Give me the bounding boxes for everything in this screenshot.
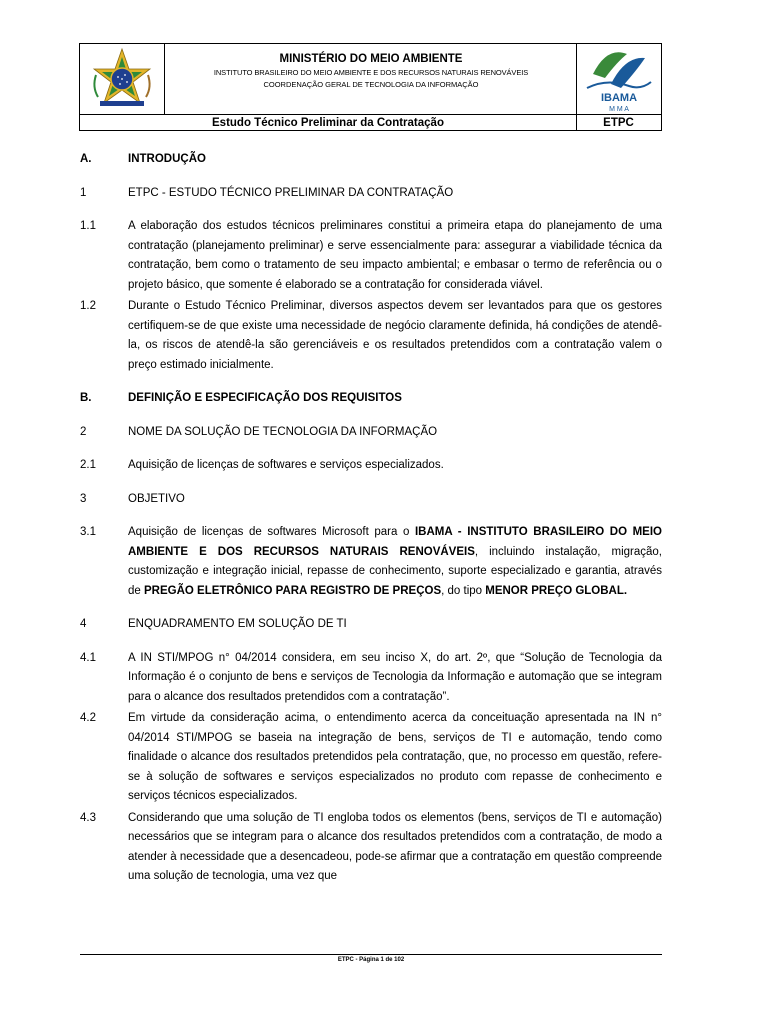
text-run: , do tipo [441,584,486,597]
footer-divider [80,954,662,955]
ibama-logo-icon [577,44,662,114]
text-run: , incluindo instalação, migração, customização e integração inicial, repasse de conhecimento, suporte especializado e garantia, através de [128,545,663,597]
paragraph-text: Aquisição de licenças de softwares e serviços especializados. [128,459,444,471]
section-title: ENQUADRAMENTO EM SOLUÇÃO DE TI [128,618,347,630]
section-title: INTRODUÇÃO [128,153,206,165]
section-1-heading [80,184,662,204]
paragraph-4-1 [80,649,662,708]
ibama-logo-text: IBAMA [600,92,638,104]
section-number: A. [80,153,92,165]
section-number: B. [80,392,92,404]
price-type-bold: MENOR PREÇO GLOBAL. [485,584,628,597]
institution-name-bold: IBAMA - INSTITUTO BRASILEIRO DO MEIO AMBIENTE E DOS RECURSOS NATURAIS RENOVÁVEIS [128,526,662,558]
section-2-heading [80,423,662,443]
procurement-type-bold: PREGÃO ELETRÔNICO PARA REGISTRO DE PREÇOS [144,584,442,597]
section-number: 1 [80,186,87,199]
ministry-title: MINISTÉRIO DO MEIO AMBIENTE [279,53,463,65]
paragraph-number: 1.1 [80,220,96,232]
header-row-2 [80,114,661,131]
section-b-heading [80,389,662,409]
text-run: Aquisição de licenças de softwares Microsoft para o [128,526,415,538]
brazil-coat-of-arms-icon [80,44,165,114]
section-title: DEFINIÇÃO E ESPECIFICAÇÃO DOS REQUISITOS [128,392,402,404]
section-4-heading [80,615,662,635]
paragraph-1-2 [80,297,662,375]
paragraph-number: 4.3 [80,811,96,824]
document-body [80,150,662,887]
mma-logo-text: M M A [609,106,629,113]
coordination-name: COORDENAÇÃO GERAL DE TECNOLOGIA DA INFORMAÇÃO [263,80,479,89]
paragraph-number: 4.2 [80,712,96,724]
section-3-heading [80,490,662,510]
header-table [79,43,662,131]
paragraph-text: Considerando que uma solução de TI engloba todos os elementos (bens, serviços de TI e automação) necessários que se integram para o alcance dos resultados pretendidos com a contratação, de modo a atender à necessidade que a desencadeou, pode-se afirmar que a contratação em questão compreende uma solução de tecnologia, uma vez que [128,811,662,882]
paragraph-2-1 [80,456,662,476]
section-number: 4 [80,618,87,630]
paragraph-text: Em virtude da consideração acima, o entendimento acerca da conceituação apresentada na IN n° 04/2014 STI/MPOG se baseia na integração de bens, serviços de TI e automação, tendo como finalidade o alcance dos resultados pretendidos pela contratação, que, no processo em questão, refere-se à solução de softwares e serviços especializados no produto com repasse de conhecimento e serviços técnicos especializados. [128,712,662,802]
document-title: Estudo Técnico Preliminar da Contratação [80,115,577,131]
page-number: ETPC - Página 1 de 102 [337,957,405,963]
section-title: OBJETIVO [128,492,185,505]
paragraph-text: A elaboração dos estudos técnicos preliminares constitui a primeira etapa do planejamento de uma contratação (planejamento preliminar) e serve essencialmente para: assegurar a viabilidade técnica da contratação, bem como o tratamento de seu impacto ambiental; e embasar o termo de referência ou o projeto básico, que somente é elaborado se a contratação for considerada viável. [128,220,662,291]
document-code: ETPC [603,117,634,129]
section-number: 2 [80,425,87,438]
section-title: ETPC - ESTUDO TÉCNICO PRELIMINAR DA CONTRATAÇÃO [128,186,454,199]
paragraph-text [128,523,662,601]
paragraph-text: A IN STI/MPOG n° 04/2014 considera, em seu inciso X, do art. 2º, que “Solução de Tecnologia da Informação é o conjunto de bens e serviços de Tecnologia da Informação e automação que se integram para o alcance dos resultados pretendidos com a contratação”. [128,651,662,703]
institute-name: INSTITUTO BRASILEIRO DO MEIO AMBIENTE E DOS RECURSOS NATURAIS RENOVÁVEIS [213,68,529,77]
paragraph-number: 3.1 [80,526,96,538]
paragraph-number: 4.1 [80,651,96,664]
paragraph-4-3 [80,809,662,887]
coat-of-arms-logo [80,44,165,114]
section-number: 3 [80,492,87,505]
ibama-logo [576,44,661,114]
paragraph-number: 1.2 [80,300,96,312]
paragraph-4-2 [80,709,662,807]
paragraph-text: Durante o Estudo Técnico Preliminar, diversos aspectos devem ser levantados para que os gestores certifiquem-se de que existe uma necessidade de negócio claramente definida, há condições de atendê-la, os riscos de atendê-la são gerenciáveis e os resultados pretendidos com a contratação valem o preço estimado inicialmente. [128,300,662,371]
paragraph-3-1 [80,523,662,601]
section-a-heading [80,150,662,170]
paragraph-1-1 [80,217,662,295]
section-title: NOME DA SOLUÇÃO DE TECNOLOGIA DA INFORMAÇÃO [128,425,438,438]
paragraph-number: 2.1 [80,459,96,471]
header-center [165,44,577,114]
